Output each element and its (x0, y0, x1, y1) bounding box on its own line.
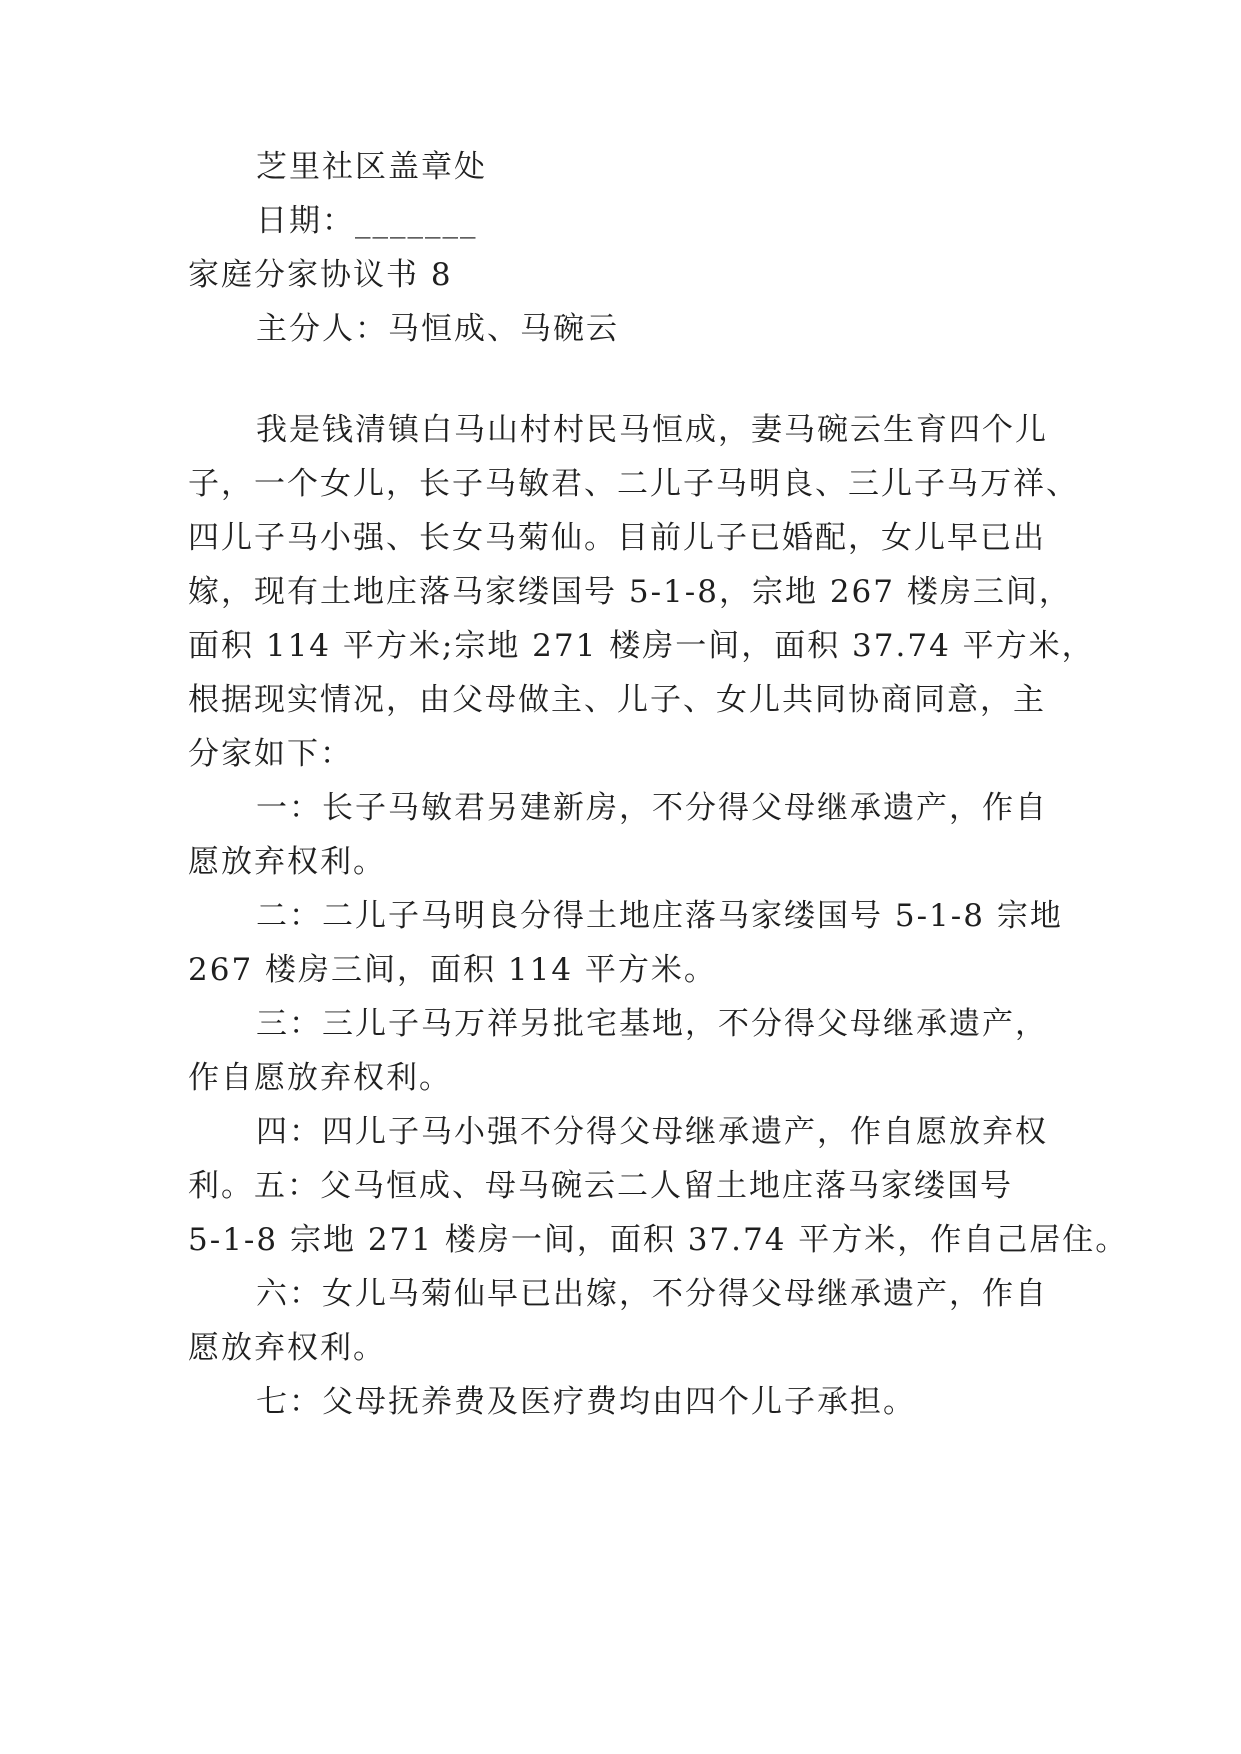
paragraph-line: 分家如下： (188, 736, 353, 772)
clause-line: 267 楼房三间，面积 114 平方米。 (188, 952, 717, 988)
paragraph-line: 嫁，现有土地庄落马家缕国号 5-1-8，宗地 267 楼房三间， (188, 574, 1072, 610)
date-line: 日期：_______ (256, 203, 478, 239)
clause-line: 5-1-8 宗地 271 楼房一间，面积 37.74 平方米，作自己居住。 (188, 1222, 1129, 1258)
parties-line: 主分人：马恒成、马碗云 (256, 311, 619, 347)
paragraph-line: 我是钱清镇白马山村村民马恒成，妻马碗云生育四个儿 (256, 412, 1048, 448)
clause-line: 二：二儿子马明良分得土地庄落马家缕国号 5-1-8 宗地 (256, 898, 1063, 934)
clause-line: 六：女儿马菊仙早已出嫁，不分得父母继承遗产，作自 (256, 1276, 1048, 1312)
clause-line: 一：长子马敏君另建新房，不分得父母继承遗产，作自 (256, 790, 1048, 826)
paragraph-line: 四儿子马小强、长女马菊仙。目前儿子已婚配，女儿早已出 (188, 520, 1046, 556)
clause-line: 愿放弃权利。 (188, 844, 386, 880)
clause-line: 四：四儿子马小强不分得父母继承遗产，作自愿放弃权 (256, 1114, 1048, 1150)
paragraph-line: 子，一个女儿，长子马敏君、二儿子马明良、三儿子马万祥、 (188, 466, 1079, 502)
paragraph-line: 面积 114 平方米;宗地 271 楼房一间，面积 37.74 平方米， (188, 628, 1095, 664)
clause-line: 愿放弃权利。 (188, 1330, 386, 1366)
section-title: 家庭分家协议书 8 (188, 257, 453, 293)
paragraph-line: 根据现实情况，由父母做主、儿子、女儿共同协商同意，主 (188, 682, 1046, 718)
clause-line: 七：父母抚养费及医疗费均由四个儿子承担。 (256, 1384, 916, 1420)
clause-line: 作自愿放弃权利。 (188, 1060, 452, 1096)
stamp-place-text: 芝里社区盖章处 (256, 149, 487, 185)
clause-line: 利。五：父马恒成、母马碗云二人留土地庄落马家缕国号 (188, 1168, 1013, 1204)
clause-line: 三：三儿子马万祥另批宅基地，不分得父母继承遗产， (256, 1006, 1048, 1042)
